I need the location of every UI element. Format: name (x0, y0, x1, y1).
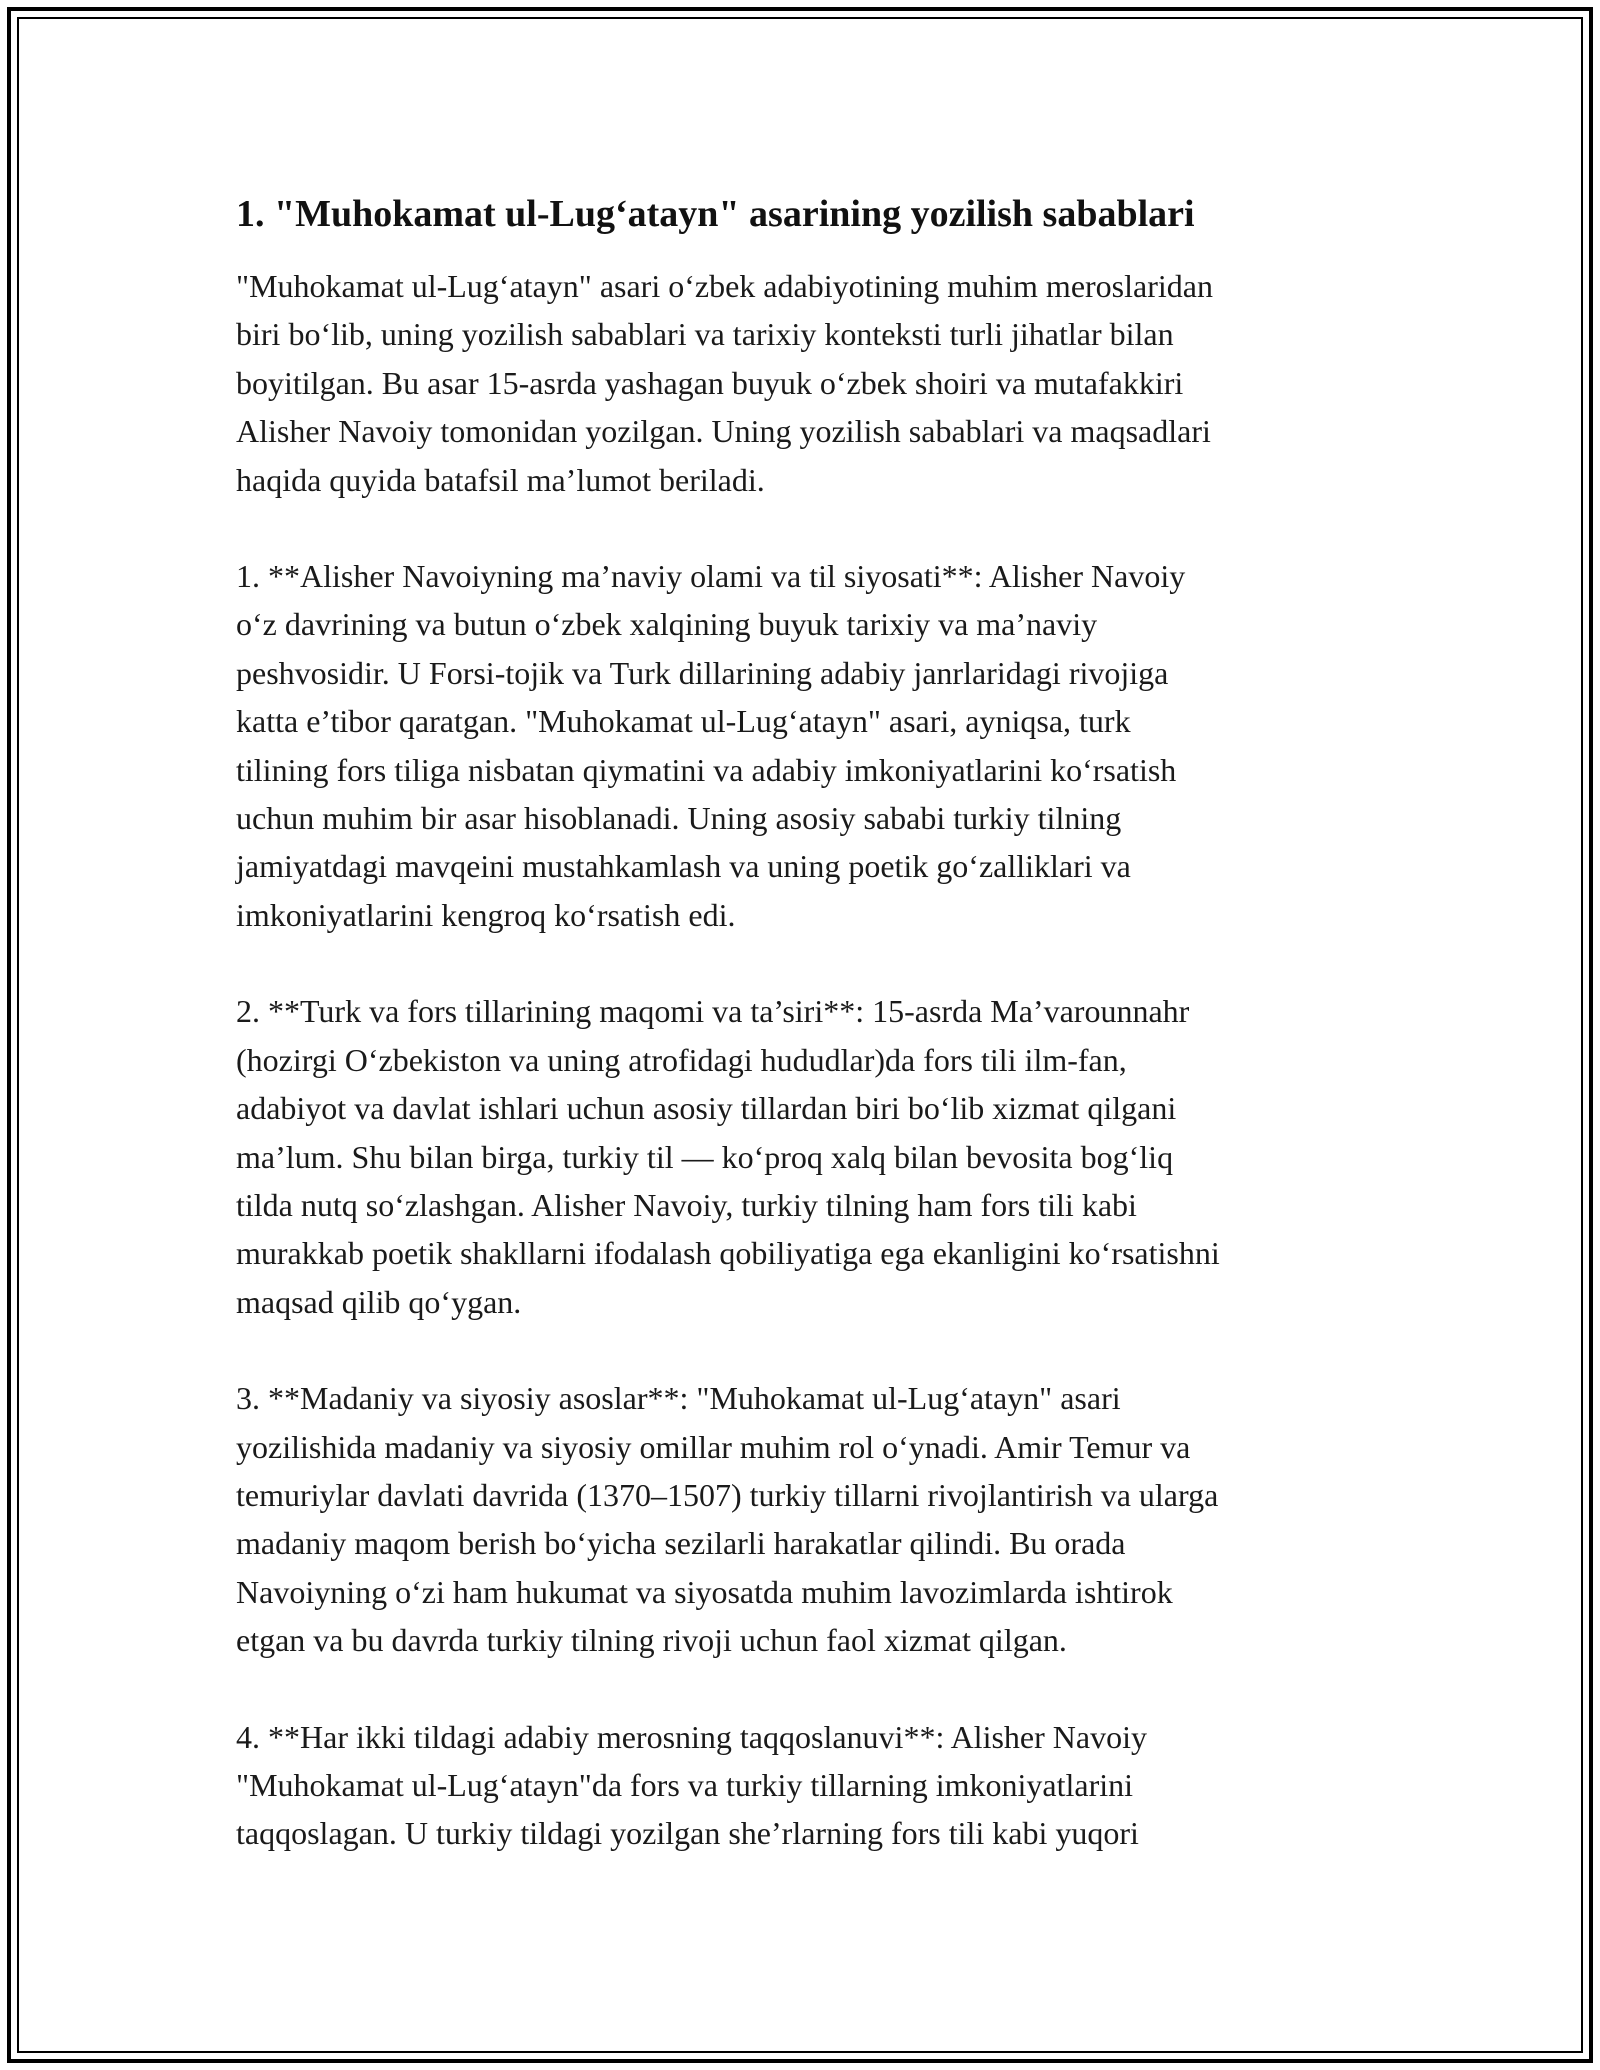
text-line: etgan va bu davrda turkiy tilning rivoji uchun faol xizmat qilgan. (236, 1622, 1067, 1659)
text-line: biri bo‘lib, uning yozilish sabablari va tarixiy konteksti turli jihatlar bilan (236, 316, 1174, 353)
text-line: taqqoslagan. U turkiy tildagi yozilgan she’rlarning fors tili kabi yuqori (236, 1815, 1139, 1852)
text-line: ma’lum. Shu bilan birga, turkiy til — ko‘proq xalq bilan bevosita bog‘liq (236, 1138, 1174, 1175)
text-line: uchun muhim bir asar hisoblanadi. Uning asosiy sababi turkiy tilning (236, 800, 1122, 837)
section-heading: 1. "Muhokamat ul-Lug‘atayn" asarining yozilish sabablari (236, 193, 1195, 235)
text-line: imkoniyatlarini kengroq ko‘rsatish edi. (236, 896, 736, 933)
point-1-paragraph (236, 552, 1376, 939)
text-line: tilda nutq so‘zlashgan. Alisher Navoiy, turkiy tilning ham fors tili kabi (236, 1186, 1137, 1223)
point-4-paragraph (236, 1713, 1376, 1858)
text-line: haqida quyida batafsil ma’lumot beriladi. (236, 461, 765, 498)
text-line: Alisher Navoiy tomonidan yozilgan. Uning yozilish sabablari va maqsadlari (236, 413, 1211, 450)
point-3-paragraph (236, 1374, 1376, 1664)
text-line: tilining fors tiliga nisbatan qiymatini va adabiy imkoniyatlarini ko‘rsatish (236, 751, 1177, 788)
point-2-paragraph (236, 987, 1376, 1326)
text-line: peshvosidir. U Forsi-tojik va Turk dillarining adabiy janrlaridagi rivojiga (236, 654, 1169, 691)
text-line: 3. **Madaniy va siyosiy asoslar**: "Muhokamat ul-Lug‘atayn" asari (236, 1380, 1121, 1417)
text-line: maqsad qilib qo‘ygan. (236, 1283, 522, 1320)
intro-paragraph (236, 262, 1376, 504)
text-line: "Muhokamat ul-Lug‘atayn"da fors va turkiy tillarning imkoniyatlarini (236, 1766, 1134, 1803)
text-line: "Muhokamat ul-Lug‘atayn" asari o‘zbek adabiyotining muhim meroslaridan (236, 268, 1213, 304)
text-line: boyitilgan. Bu asar 15-asrda yashagan buyuk o‘zbek shoiri va mutafakkiri (236, 364, 1184, 401)
text-line: 1. **Alisher Navoiyning ma’naviy olami va til siyosati**: Alisher Navoiy (236, 558, 1186, 595)
text-line: (hozirgi O‘zbekiston va uning atrofidagi hududlar)da fors tili ilm-fan, (236, 1041, 1127, 1078)
document-body (236, 186, 1376, 1858)
text-line: yozilishida madaniy va siyosiy omillar muhim rol o‘ynadi. Amir Temur va (236, 1428, 1191, 1465)
text-line: o‘z davrining va butun o‘zbek xalqining buyuk tarixiy va ma’naviy (236, 606, 1098, 643)
text-line: 2. **Turk va fors tillarining maqomi va ta’siri**: 15-asrda Ma’varounnahr (236, 993, 1190, 1030)
text-line: jamiyatdagi mavqeini mustahkamlash va uning poetik go‘zalliklari va (236, 848, 1131, 885)
text-line: katta e’tibor qaratgan. "Muhokamat ul-Lug‘atayn" asari, ayniqsa, turk (236, 703, 1131, 740)
text-line: Navoiyning o‘zi ham hukumat va siyosatda muhim lavozimlarda ishtirok (236, 1573, 1173, 1610)
text-line: adabiyot va davlat ishlari uchun asosiy tillardan biri bo‘lib xizmat qilgani (236, 1090, 1177, 1127)
text-line: temuriylar davlati davrida (1370–1507) turkiy tillarni rivojlantirish va ularga (236, 1476, 1219, 1513)
text-line: 4. **Har ikki tildagi adabiy merosning taqqoslanuvi**: Alisher Navoiy (236, 1718, 1147, 1755)
text-line: madaniy maqom berish bo‘yicha sezilarli harakatlar qilindi. Bu orada (236, 1525, 1126, 1562)
text-line: murakkab poetik shakllarni ifodalash qobiliyatiga ega ekanligini ko‘rsatishni (236, 1235, 1220, 1272)
